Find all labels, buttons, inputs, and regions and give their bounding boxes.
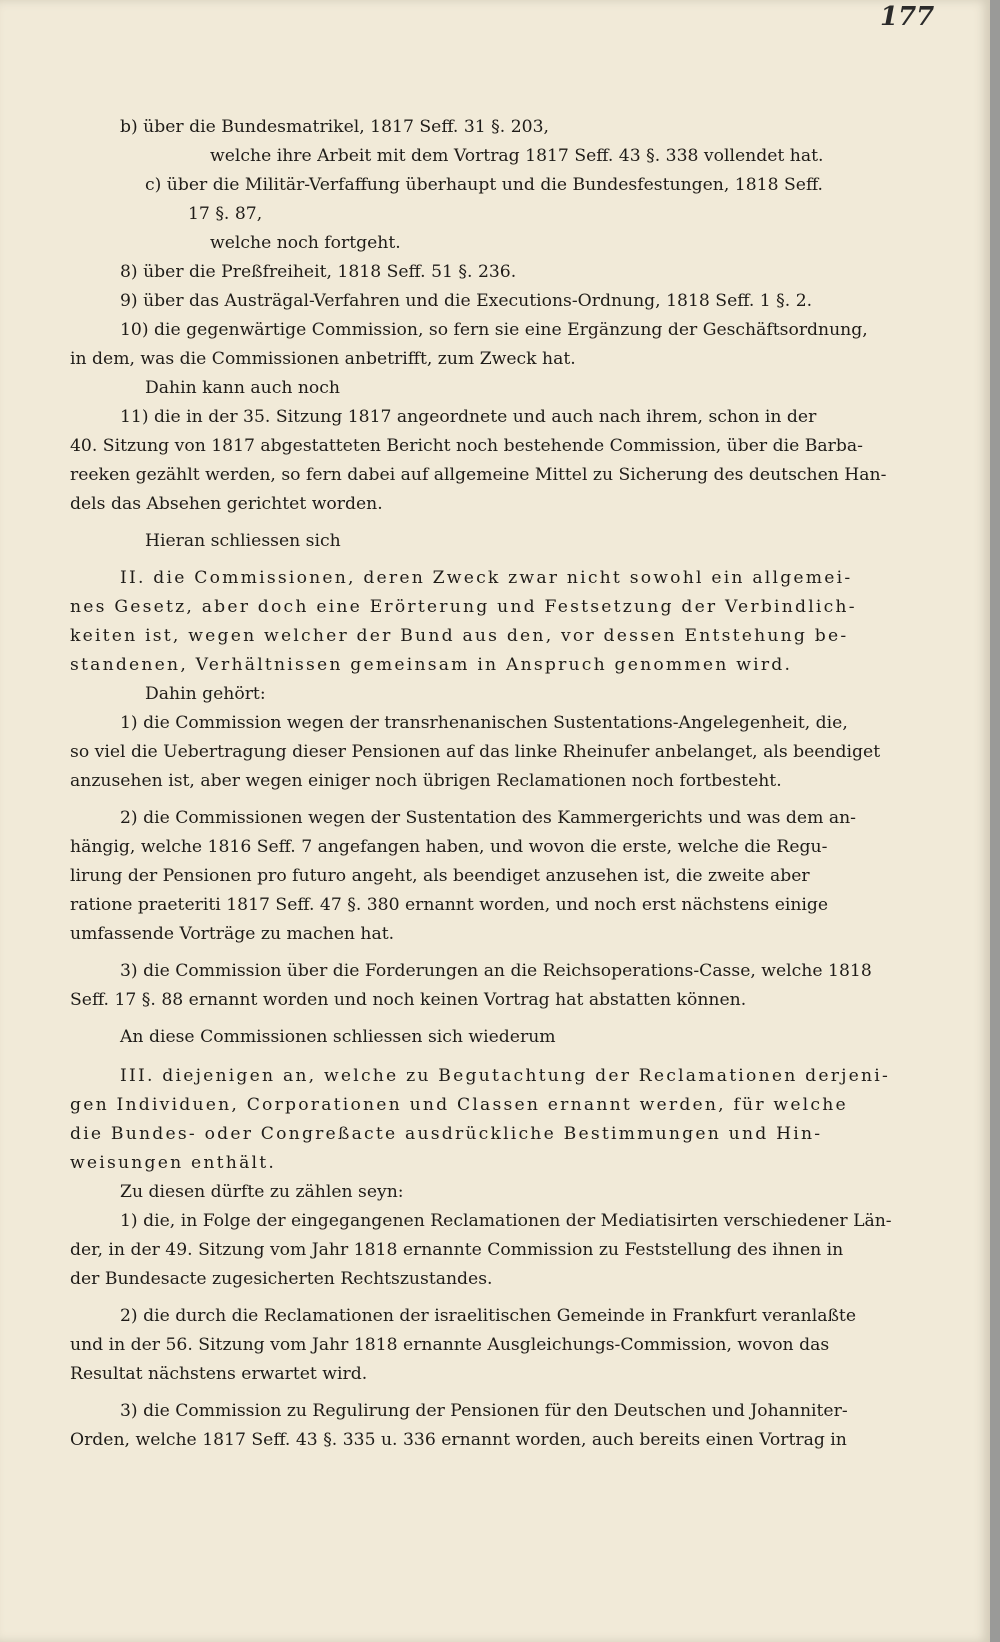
text-line: 17 §. 87, — [188, 204, 263, 224]
text-line: der, in der 49. Sitzung vom Jahr 1818 ernannte Commission zu Feststellung des ihnen in — [70, 1240, 844, 1260]
text-line: lirung der Pensionen pro futuro angeht, als beendiget anzusehen ist, die zweite aber — [70, 866, 810, 886]
text-line: reeken gezählt werden, so fern dabei auf allgemeine Mittel zu Sicherung des deutschen Han- — [70, 465, 887, 485]
page-number: 177 — [880, 2, 935, 32]
text-line: der Bundesacte zugesicherten Rechtszustandes. — [70, 1269, 493, 1289]
text-line: welche ihre Arbeit mit dem Vortrag 1817 Seff. 43 §. 338 vollendet hat. — [210, 146, 824, 166]
text-line: Dahin gehört: — [145, 684, 266, 704]
text-line: dels das Absehen gerichtet worden. — [70, 494, 383, 514]
text-line: Orden, welche 1817 Seff. 43 §. 335 u. 336 ernannt worden, auch bereits einen Vortrag in — [70, 1430, 847, 1450]
text-line: Zu diesen dürfte zu zählen seyn: — [120, 1182, 404, 1202]
text-line: anzusehen ist, aber wegen einiger noch übrigen Reclamationen noch fortbesteht. — [70, 771, 782, 791]
text-line: Resultat nächstens erwartet wird. — [70, 1364, 368, 1384]
text-line: hängig, welche 1816 Seff. 7 angefangen haben, und wovon die erste, welche die Regu- — [70, 837, 828, 857]
text-line: und in der 56. Sitzung vom Jahr 1818 ernannte Ausgleichungs-Commission, wovon das — [70, 1335, 830, 1355]
page-text — [70, 113, 928, 1455]
text-line: ratione praeteriti 1817 Seff. 47 §. 380 ernannt worden, und noch erst nächstens einige — [70, 895, 829, 915]
text-line: 1) die Commission wegen der transrhenanischen Sustentations-Angelegenheit, die, — [120, 713, 848, 733]
text-line: welche noch fortgeht. — [210, 233, 401, 253]
section-heading-line: standenen, Verhältnissen gemeinsam in Anspruch genommen wird. — [70, 655, 793, 675]
text-line: c) über die Militär-Verfaffung überhaupt und die Bundesfestungen, 1818 Seff. — [145, 175, 824, 195]
section-heading-line: keiten ist, wegen welcher der Bund aus den, vor dessen Entstehung be- — [70, 626, 849, 646]
text-line: 9) über das Austrägal-Verfahren und die Executions-Ordnung, 1818 Seff. 1 §. 2. — [120, 291, 813, 311]
text-line: 2) die durch die Reclamationen der israelitischen Gemeinde in Frankfurt veranlaßte — [120, 1306, 857, 1326]
text-line: 10) die gegenwärtige Commission, so fern sie eine Ergänzung der Geschäftsordnung, — [120, 320, 868, 340]
text-line: umfassende Vorträge zu machen hat. — [70, 924, 395, 944]
text-line: so viel die Uebertragung dieser Pensionen auf das linke Rheinufer anbelanget, als beendiget — [70, 742, 881, 762]
section-heading-line: die Bundes- oder Congreßacte ausdrückliche Bestimmungen und Hin- — [70, 1124, 823, 1144]
section-heading-line: gen Individuen, Corporationen und Classen ernannt werden, für welche — [70, 1095, 848, 1115]
text-line: in dem, was die Commissionen anbetrifft, zum Zweck hat. — [70, 349, 576, 369]
text-line: 2) die Commissionen wegen der Sustentation des Kammergerichts und was dem an- — [120, 808, 856, 828]
text-line: 40. Sitzung von 1817 abgestatteten Bericht noch bestehende Commission, über die Barba- — [70, 436, 863, 456]
text-line: b) über die Bundesmatrikel, 1817 Seff. 31 §. 203, — [120, 117, 549, 137]
text-line: 11) die in der 35. Sitzung 1817 angeordnete und auch nach ihrem, schon in der — [120, 407, 817, 427]
text-line: Seff. 17 §. 88 ernannt worden und noch keinen Vortrag hat abstatten können. — [70, 990, 747, 1010]
text-line: 8) über die Preßfreiheit, 1818 Seff. 51 §. 236. — [120, 262, 517, 282]
section-heading-line: weisungen enthält. — [70, 1153, 276, 1173]
text-line: Dahin kann auch noch — [145, 378, 340, 398]
section-heading-line: III. diejenigen an, welche zu Begutachtung der Reclamationen derjeni- — [120, 1066, 890, 1086]
text-line: 3) die Commission über die Forderungen an die Reichsoperations-Casse, welche 1818 — [120, 961, 872, 981]
section-heading-line: nes Gesetz, aber doch eine Erörterung und Festsetzung der Verbindlich- — [70, 597, 857, 617]
text-line: 3) die Commission zu Regulirung der Pensionen für den Deutschen und Johanniter- — [120, 1401, 848, 1421]
text-line: Hieran schliessen sich — [145, 531, 341, 551]
text-line: An diese Commissionen schliessen sich wiederum — [120, 1027, 556, 1047]
section-heading-line: II. die Commissionen, deren Zweck zwar nicht sowohl ein allgemei- — [120, 568, 853, 588]
text-line: 1) die, in Folge der eingegangenen Reclamationen der Mediatisirten verschiedener Län- — [120, 1211, 892, 1231]
